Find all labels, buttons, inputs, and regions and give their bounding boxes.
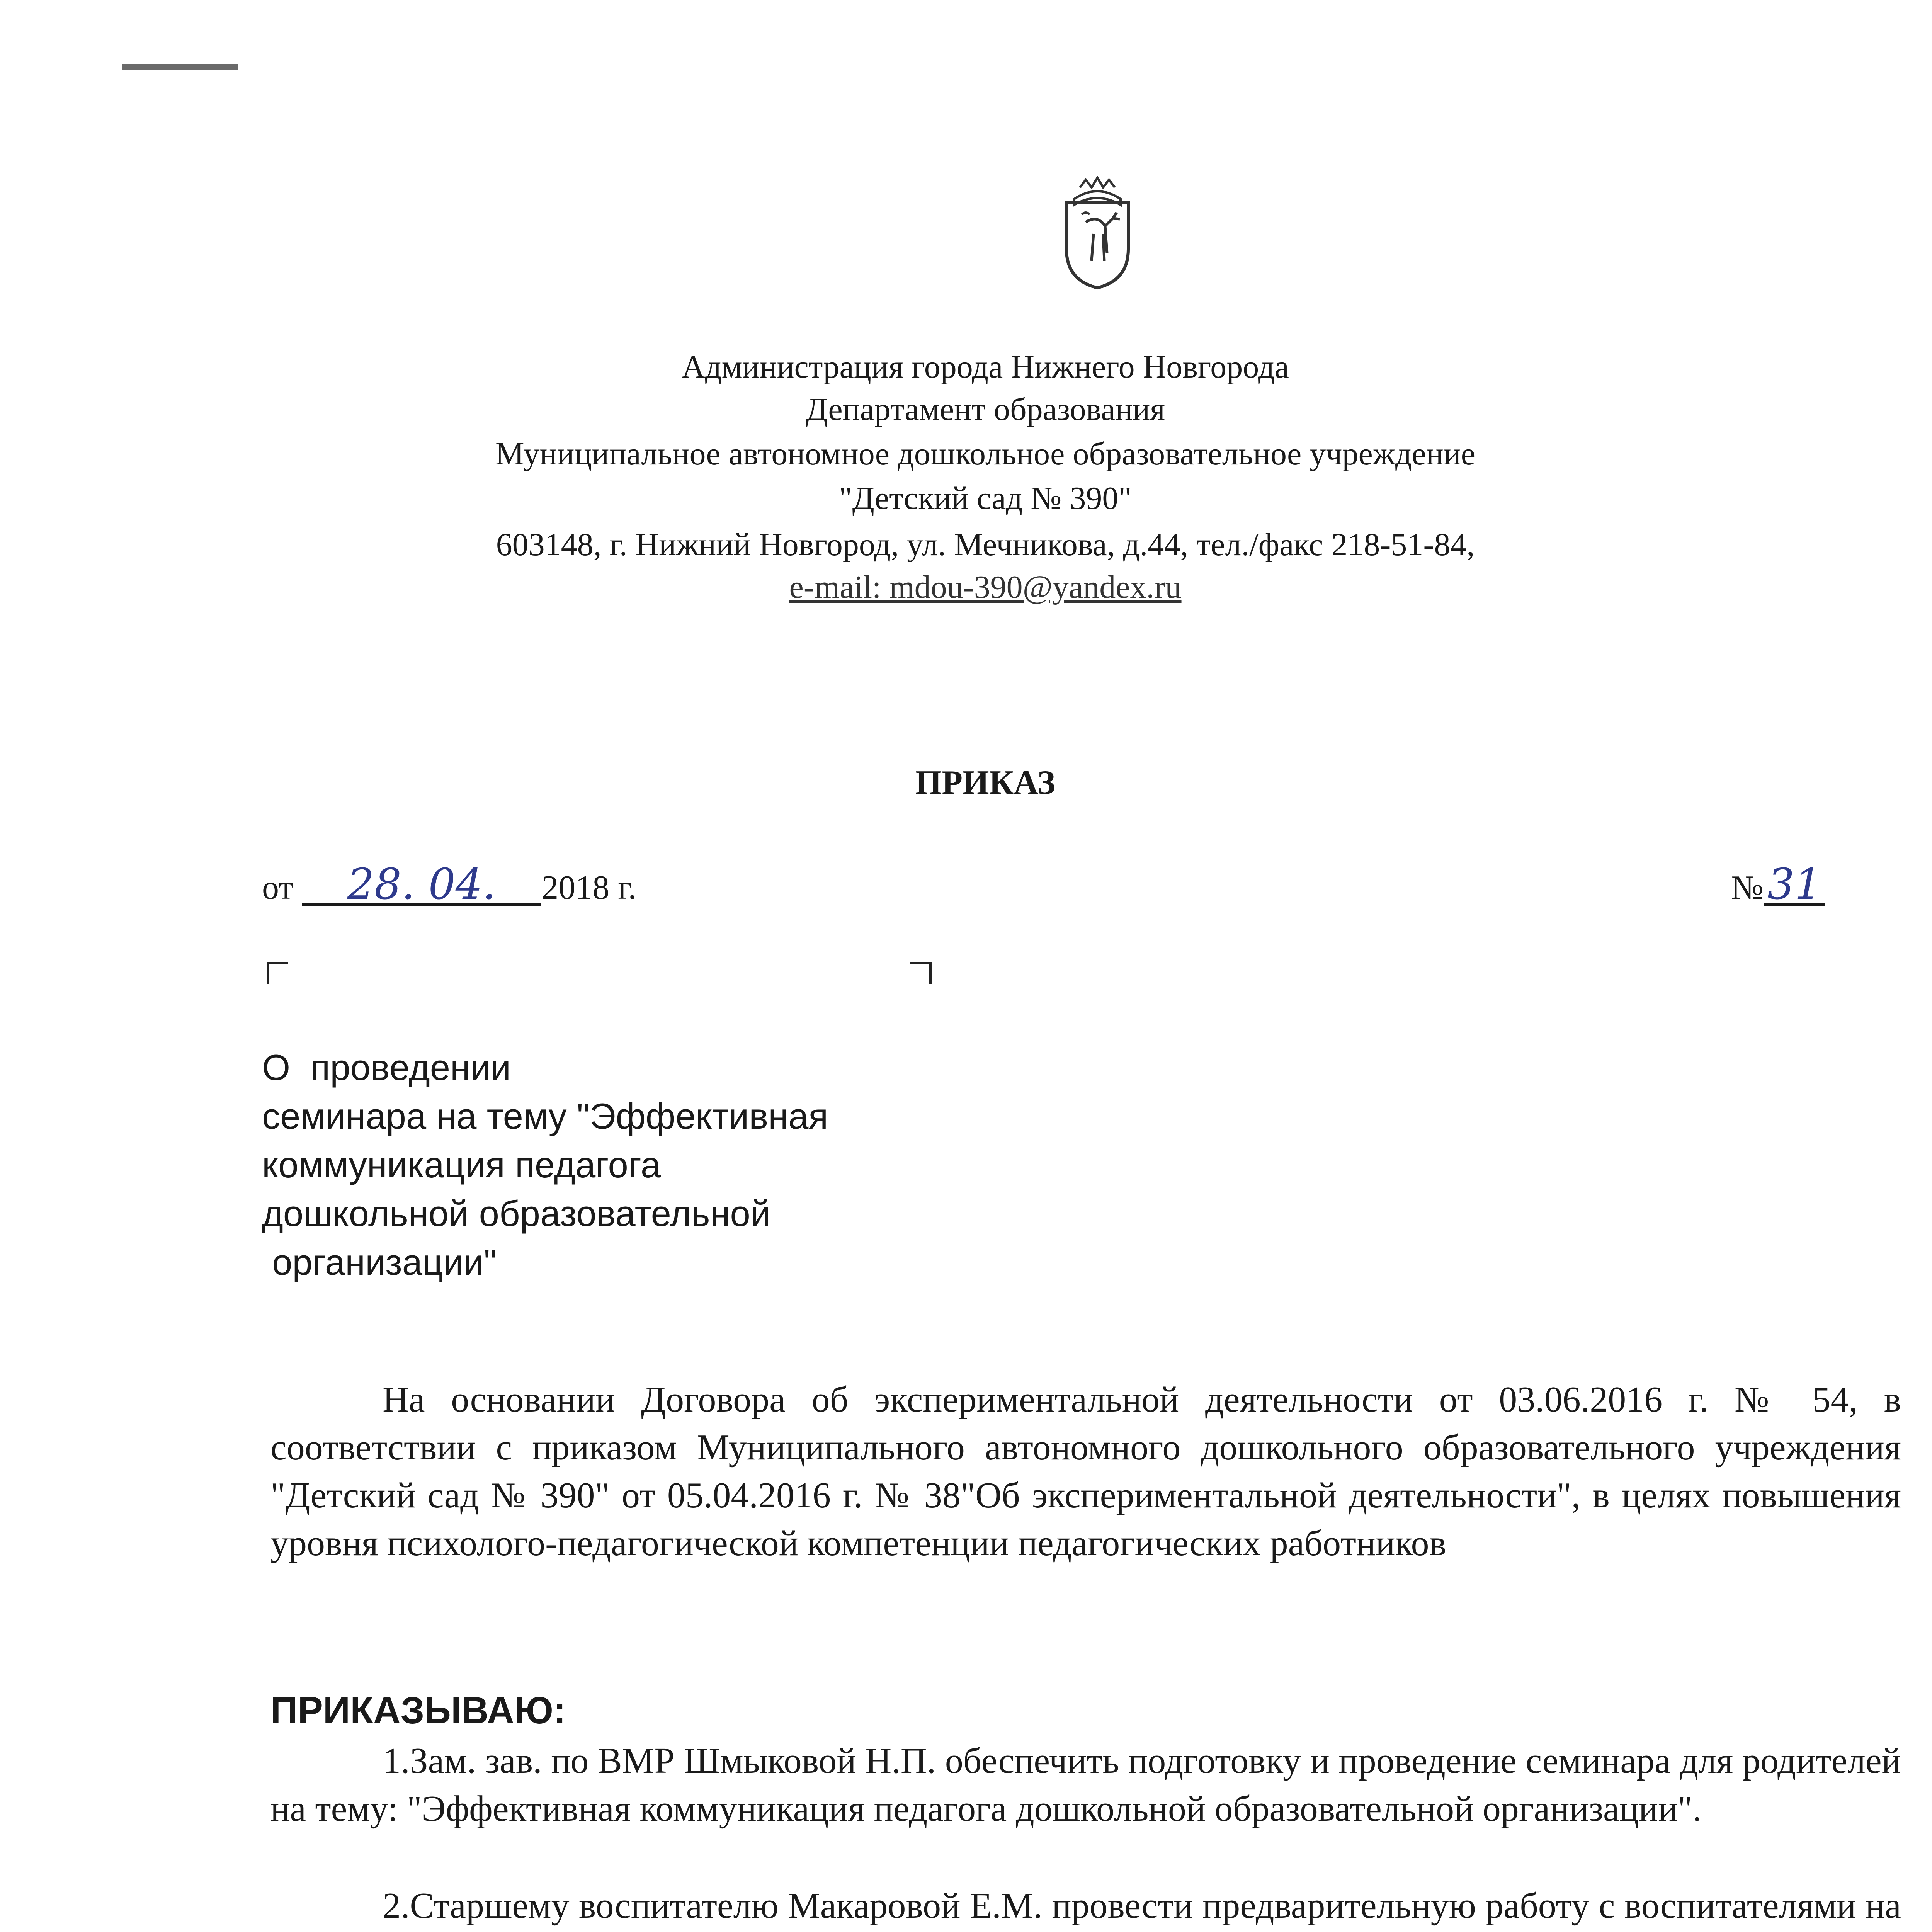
header-institution-name: "Детский сад № 390" (839, 480, 1132, 516)
date-prefix: от (262, 869, 294, 906)
document-title: ПРИКАЗ (915, 764, 1056, 801)
header-email[interactable]: e-mail: mdou-390@yandex.ru (789, 569, 1182, 605)
header-address: 603148, г. Нижний Новгород, ул. Мечникова, д.44, тел./факс 218-51-84, (496, 527, 1475, 563)
header-institution: Муниципальное автономное дошкольное образовательное учреждение (495, 436, 1476, 472)
order-subject: О проведении семинара на тему "Эффективная коммуникация педагога дошкольной образовательной организации" (262, 1047, 828, 1282)
preamble-paragraph: На основании Договора об экспериментальной деятельности от 03.06.2016 г. № 54, в соответствии с приказом Муниципального автономного дошкольного образовательного учреждения "Детский сад № 390" от 05.04.2016 г. № 38"Об экспериментальной деятельности", в целях повышения уровня психолого-педагогической компетенции педагогических работников (270, 1379, 1901, 1563)
header-department: Департамент образования (806, 391, 1165, 427)
order-date (262, 859, 637, 909)
header-email-wrap (0, 568, 1932, 607)
subject-corner-right (910, 962, 932, 984)
header-administration: Администрация города Нижнего Новгорода (682, 349, 1289, 385)
order-number (1731, 859, 1825, 909)
date-suffix: 2018 г. (541, 869, 637, 906)
order-item-1: 1.Зам. зав. по ВМР Шмыковой Н.П. обеспечить подготовку и проведение семинара для родителей на тему: "Эффективная коммуникация педагога дошкольной образовательной организации". (270, 1741, 1901, 1829)
order-heading: ПРИКАЗЫВАЮ: (270, 1689, 566, 1731)
order-item-2: 2.Старшему воспитателю Макаровой Е.М. провести предварительную работу с воспитателями на (383, 1886, 1901, 1926)
subject-corner-left (267, 962, 288, 984)
scan-artifact-line (122, 64, 238, 70)
city-coat-of-arms-icon (1059, 176, 1136, 292)
number-prefix: № (1731, 869, 1764, 906)
handwritten-date: 28. 04. (302, 865, 541, 906)
handwritten-number: 31 (1764, 865, 1825, 906)
